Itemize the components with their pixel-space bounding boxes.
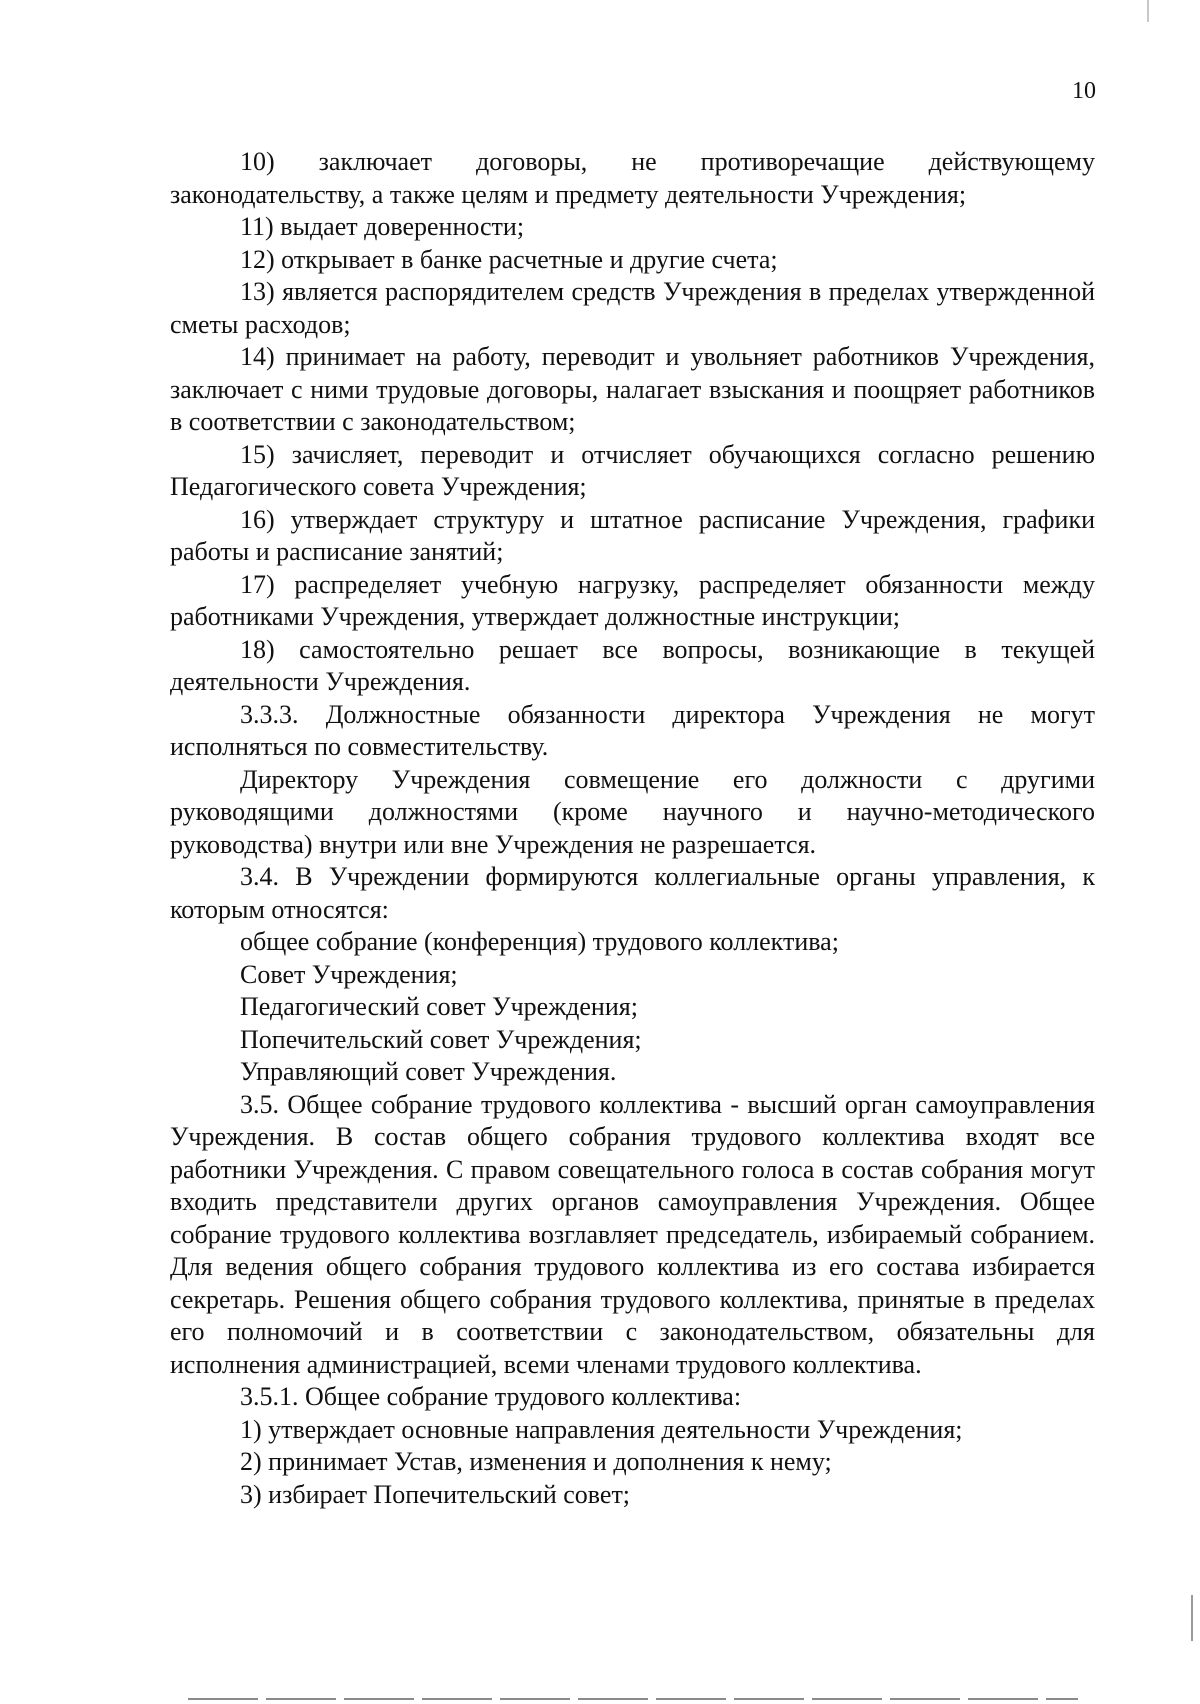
- paragraph-12: 12) открывает в банке расчетные и другие счета;: [240, 244, 778, 274]
- scan-edge-bottom: [188, 1698, 1078, 1700]
- paragraph-17: 17) распределяет учебную нагрузку, распределяет обязанности между работниками Учреждения, утверждает должностные инструкции;: [170, 569, 1095, 631]
- paragraph-14: 14) принимает на работу, переводит и увольняет работников Учреждения, заключает с ними трудовые договоры, налагает взыскания и поощряет работников в соответствии с законодательством;: [170, 342, 1095, 436]
- paragraph-10: 10) заключает договоры, не противоречащие действующему законодательству, а также целям и предмету деятельности Учреждения;: [170, 147, 1095, 209]
- page-number: 10: [1072, 78, 1096, 104]
- paragraph-3-5: 3.5. Общее собрание трудового коллектива - высший орган самоуправления Учреждения. В состав общего собрания трудового коллектива входят все работники Учреждения. С правом совещательного голоса в состав собрания могут входить представители других органов самоуправления Учреждения. Общее собрание трудового коллектива возглавляет председатель, избираемый собранием. Для ведения общего собрания трудового коллектива из его состава избирается секретарь. Решения общего собрания трудового коллектива, принятые в пределах его полномочий и в соответствии с законодательством, обязательны для исполнения администрацией, всеми членами трудового коллектива.: [170, 1089, 1095, 1379]
- list-item-managing-council: Управляющий совет Учреждения.: [240, 1057, 617, 1086]
- paragraph-11: 11) выдает доверенности;: [240, 212, 525, 241]
- list-item-general-meeting: общее собрание (конференция) трудового коллектива;: [240, 927, 839, 956]
- paragraph-3-5-1-item-1: 1) утверждает основные направления деятельности Учреждения;: [240, 1414, 963, 1444]
- document-body: [170, 146, 1095, 1511]
- paragraph-3-4: 3.4. В Учреждении формируются коллегиальные органы управления, к которым относятся:: [170, 862, 1095, 924]
- paragraph-3-5-1-item-3: 3) избирает Попечительский совет;: [240, 1479, 631, 1509]
- scan-edge-top: [1147, 0, 1149, 22]
- paragraph-director-combination: Директору Учреждения совмещение его должности с другими руководящими должностями (кроме научного и научно-методического руководства) внутри или вне Учреждения не разрешается.: [170, 764, 1095, 859]
- paragraph-15: 15) зачисляет, переводит и отчисляет обучающихся согласно решению Педагогического совета Учреждения;: [170, 439, 1095, 501]
- list-item-pedagogical-council: Педагогический совет Учреждения;: [240, 992, 638, 1021]
- paragraph-3-3-3: 3.3.3. Должностные обязанности директора Учреждения не могут исполняться по совместительству.: [170, 699, 1095, 761]
- paragraph-16: 16) утверждает структуру и штатное расписание Учреждения, графики работы и расписание занятий;: [170, 504, 1095, 566]
- paragraph-3-5-1-item-2: 2) принимает Устав, изменения и дополнения к нему;: [240, 1447, 832, 1476]
- list-item-trustee-council: Попечительский совет Учреждения;: [240, 1024, 642, 1054]
- scan-edge-right: [1191, 1595, 1193, 1641]
- paragraph-3-5-1: 3.5.1. Общее собрание трудового коллектива:: [240, 1382, 742, 1411]
- paragraph-13: 13) является распорядителем средств Учреждения в пределах утвержденной сметы расходов;: [170, 277, 1095, 339]
- paragraph-18: 18) самостоятельно решает все вопросы, возникающие в текущей деятельности Учреждения.: [170, 634, 1095, 696]
- list-item-council: Совет Учреждения;: [240, 959, 458, 989]
